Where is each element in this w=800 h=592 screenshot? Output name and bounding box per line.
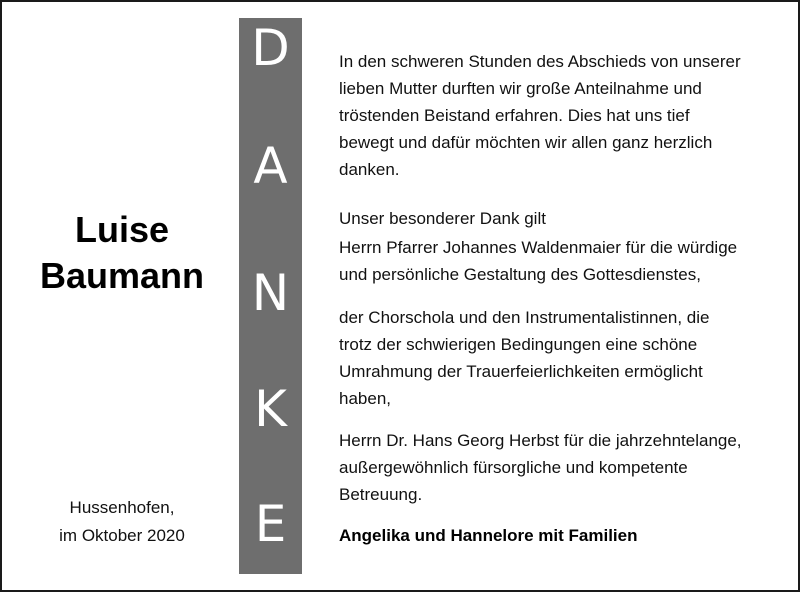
danke-letter: E [254, 495, 287, 553]
deceased-last-name: Baumann [39, 255, 205, 296]
danke-letter: D [251, 19, 290, 77]
text-line: In den schweren Stunden des Abschieds von unserer [339, 52, 741, 71]
deceased-name [22, 207, 222, 299]
danke-letter: K [254, 380, 287, 438]
danke-vertical-banner [239, 18, 302, 574]
place-text: Hussenhofen, [69, 498, 175, 517]
paragraph-intro [339, 48, 741, 183]
signature: Angelika und Hannelore mit Familien [339, 526, 638, 545]
paragraph-pastor [339, 234, 737, 288]
danke-letter: A [253, 137, 288, 195]
paragraph-choir [339, 304, 709, 412]
date-text: im Oktober 2020 [59, 526, 185, 545]
text-line: danken. [339, 160, 400, 179]
text-line: trotz der schwierigen Bedingungen eine schöne [339, 335, 698, 354]
text-line: und persönliche Gestaltung des Gottesdienstes, [339, 265, 701, 284]
text-line: außergewöhnlich fürsorgliche und kompetente [339, 458, 688, 477]
text-line: Herrn Pfarrer Johannes Waldenmaier für die würdige [339, 238, 738, 257]
text-line: bewegt und dafür möchten wir allen ganz herzlich [339, 133, 713, 152]
text-line: Unser besonderer Dank gilt [339, 209, 546, 228]
text-line: Umrahmung der Trauerfeierlichkeiten ermöglicht [339, 362, 703, 381]
text-line: der Chorschola und den Instrumentalistinnen, die [339, 308, 710, 327]
deceased-first-name: Luise [74, 209, 170, 250]
paragraph-doctor [339, 427, 742, 508]
text-line: tröstenden Beistand erfahren. Dies hat uns tief [339, 106, 690, 125]
danke-letter: N [251, 264, 290, 322]
place-date [22, 494, 222, 550]
text-line: Betreuung. [339, 485, 423, 504]
text-line: haben, [339, 389, 391, 408]
text-line: Herrn Dr. Hans Georg Herbst für die jahrzehntelange, [339, 431, 742, 450]
paragraph-special-thanks [339, 205, 546, 232]
text-line: lieben Mutter durften wir große Anteilnahme und [339, 79, 702, 98]
